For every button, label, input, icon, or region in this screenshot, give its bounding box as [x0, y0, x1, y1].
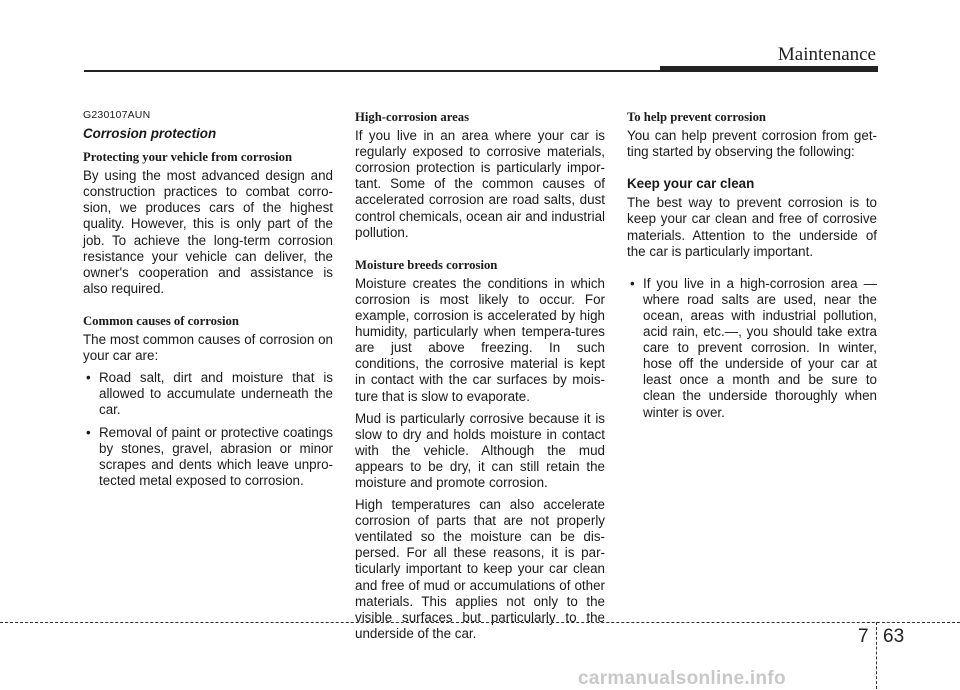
list-item: [627, 276, 877, 421]
bullet-icon: •: [86, 424, 91, 440]
page-header-title: Maintenance: [777, 44, 876, 65]
moisture-heading: Moisture breeds corrosion: [355, 257, 498, 272]
moisture-paragraph-3: High temperatures can also accelerate corrosion of parts that are not properly ventilated so the moisture can be dis-persed. For all these reasons, it is par-ticularly important to keep your car clean and free of mud or accumulations of other materials. This applies not only to the visible surfaces but particularly to the underside of the car.: [355, 497, 605, 641]
list-item: [83, 425, 333, 489]
footer-rule: [0, 622, 960, 623]
header-rule: [84, 70, 662, 72]
footer-divider: [876, 622, 877, 689]
keep-clean-paragraph: The best way to prevent corrosion is to keep your car clean and free of corrosive materials. Attention to the underside of the car is particularly important.: [627, 195, 877, 259]
section-code: G230107AUN: [83, 109, 151, 121]
section-title: Corrosion protection: [83, 126, 217, 141]
list-item-text: Road salt, dirt and moisture that is allowed to accumulate underneath the car.: [99, 370, 333, 418]
protecting-heading: Protecting your vehicle from corrosion: [83, 150, 293, 165]
prevent-paragraph: You can help prevent corrosion from get-ting started by observing the following:: [627, 128, 877, 160]
bullet-icon: •: [630, 275, 635, 291]
page-number: 63: [883, 626, 905, 647]
column-right: [627, 109, 877, 427]
protecting-paragraph: By using the most advanced design and construction practices to combat corro-sion, we produces cars of the highest quality. However, this is only part of the job. To achieve the long-term corrosion resistance your vehicle can deliver, the owner's cooperation and assistance is also required.: [83, 168, 333, 296]
prevent-heading: To help prevent corrosion: [627, 110, 766, 124]
list-item-text: Removal of paint or protective coatings by stones, gravel, abrasion or minor scrapes and dents which leave unpro-tected metal exposed to corrosion.: [99, 424, 333, 488]
high-corrosion-paragraph: If you live in an area where your car is regularly exposed to corrosive materials, corrosion protection is particularly impor-tant. Some of the common causes of accelerated corrosion are road salts, dust control chemicals, ocean air and industrial pollution.: [355, 128, 605, 240]
watermark: carmanualsonline.info: [578, 668, 786, 689]
bullet-icon: •: [86, 370, 91, 386]
header-accent-bar: [660, 66, 878, 72]
moisture-paragraph-2: Mud is particularly corrosive because it is slow to dry and holds moisture in contact with the vehicle. Although the mud appears to be dry, it can still retain the moisture and promote corrosion.: [355, 410, 605, 490]
high-corrosion-heading: High-corrosion areas: [355, 110, 470, 124]
chapter-number: 7: [858, 626, 869, 647]
causes-intro: The most common causes of corrosion on your car are:: [83, 332, 333, 364]
list-item-text: If you live in a high-corrosion area — where road salts are used, near the ocean, areas with industrial pollution, acid rain, etc.—, you should take extra care to prevent corrosion. In winter, hose off the underside of your car at least once a month and be sure to clean the underside thoroughly when winter is over.: [643, 275, 877, 420]
causes-list: [83, 370, 333, 489]
keep-clean-heading: Keep your car clean: [627, 176, 755, 192]
moisture-paragraph-1: Moisture creates the conditions in which corrosion is most likely to occur. For example, corrosion is accelerated by high humidity, particularly when tempera-tures are just above freezing. In such conditions, the corrosive material is kept in contact with the car surfaces by mois-ture that is slow to evaporate.: [355, 275, 605, 404]
column-middle: [355, 109, 605, 648]
causes-heading: Common causes of corrosion: [83, 313, 239, 328]
list-item: [83, 370, 333, 418]
column-left: [83, 109, 333, 495]
prevent-list: [627, 276, 877, 421]
